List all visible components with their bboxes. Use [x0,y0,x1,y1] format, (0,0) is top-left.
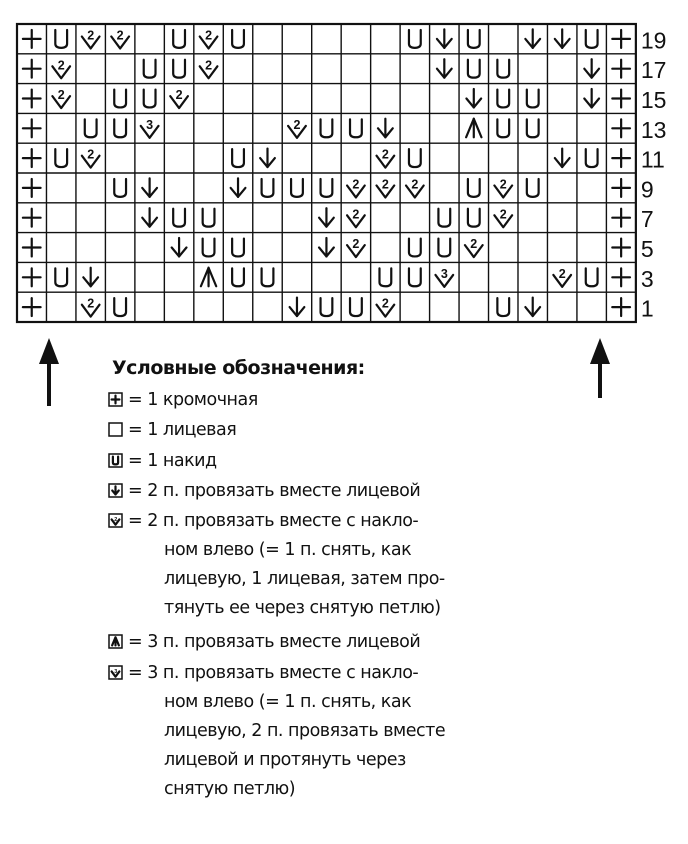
svg-text:2: 2 [499,207,507,222]
legend-text-line: = 1 лицевая [128,420,237,440]
row-number-label: 9 [640,176,654,203]
svg-text:2: 2 [411,177,419,192]
svg-text:3: 3 [146,117,154,132]
svg-text:2: 2 [57,88,65,103]
row-number-label: 1 [640,295,654,322]
svg-text:2: 2 [470,237,478,252]
yo-legend-icon [108,453,123,468]
k3tog-left-legend-icon [108,665,123,680]
legend-text-line: = 1 кромочная [128,390,258,410]
row-number-label: 17 [640,57,667,84]
svg-text:2: 2 [87,296,95,311]
row-number-label: 5 [640,236,654,263]
legend-entry-k2tog-left [108,507,445,623]
legend-text-line: = 1 накид [128,451,217,471]
svg-text:2: 2 [381,177,389,192]
edge-legend-icon [108,392,123,407]
svg-text:2: 2 [381,147,389,162]
knit-legend-icon [108,422,123,437]
svg-text:2: 2 [352,207,360,222]
legend-text-line: = 2 п. провязать вместе с накло- [128,511,419,531]
legend-text-line: = 2 п. провязать вместе лицевой [128,481,421,501]
row-number-label: 13 [640,116,667,143]
k2tog-left-legend-icon [108,513,123,528]
svg-text:2: 2 [114,516,117,523]
legend-text-line: тянуть ее через снятую петлю) [164,598,441,618]
legend-text-line: лицевую, 2 п. провязать вместе [164,721,446,741]
legend-title: Условные обозначения: [112,357,365,379]
svg-text:2: 2 [499,177,507,192]
svg-text:2: 2 [57,58,65,73]
svg-text:2: 2 [175,88,183,103]
row-number-label: 11 [640,146,665,173]
legend-text-line: ном влево (= 1 п. снять, как [164,540,412,560]
row-number-label: 3 [640,265,654,292]
svg-text:2: 2 [116,28,124,43]
legend-entry-knit [108,416,236,445]
legend-text-line: лицевую, 1 лицевая, затем про- [164,569,445,589]
svg-text:2: 2 [352,237,360,252]
svg-text:2: 2 [205,58,213,73]
legend-entry-edge [108,386,258,415]
row-number-label: 19 [640,27,667,54]
k3tog-legend-icon [108,634,123,649]
legend-entry-k3tog [108,628,420,657]
legend-text-line: лицевой и протянуть через [164,750,406,770]
svg-text:3: 3 [440,266,448,281]
legend-text-line: = 3 п. провязать вместе с накло- [128,663,419,683]
legend-text-line: ном влево (= 1 п. снять, как [164,692,412,712]
svg-text:2: 2 [87,147,95,162]
svg-text:2: 2 [205,28,213,43]
legend-entry-k2tog [108,477,420,506]
svg-text:2: 2 [293,117,301,132]
svg-text:3: 3 [114,668,117,675]
svg-text:2: 2 [87,28,95,43]
legend-entry-k3tog-left [108,659,445,804]
svg-text:2: 2 [558,266,566,281]
legend-text-line: снятую петлю) [164,779,296,799]
row-number-label: 15 [640,87,667,114]
legend-entry-yo [108,447,217,476]
row-number-label: 7 [640,206,654,233]
svg-text:2: 2 [352,177,360,192]
svg-text:2: 2 [381,296,389,311]
legend-text-line: = 3 п. провязать вместе лицевой [128,632,421,652]
k2tog-legend-icon [108,483,123,498]
